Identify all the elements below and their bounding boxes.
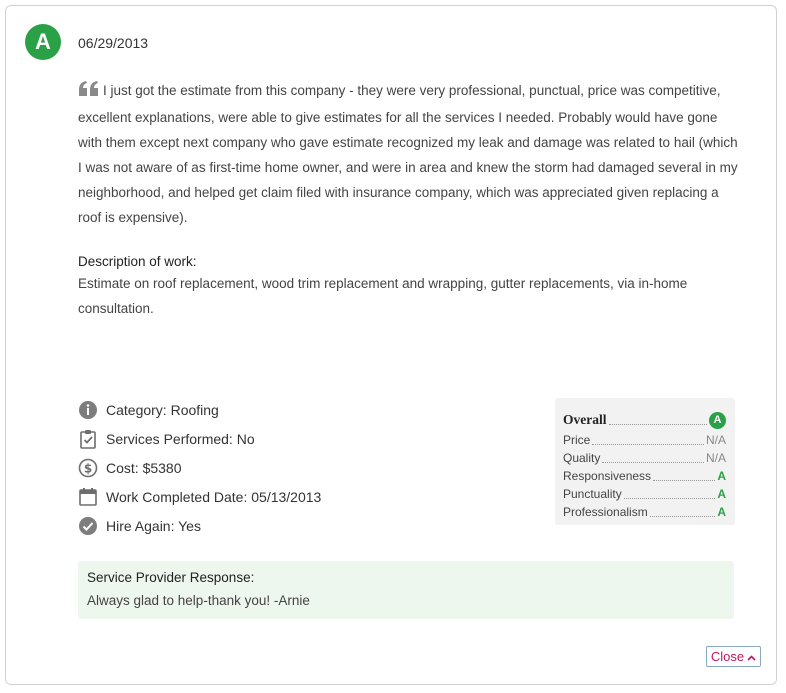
detail-services-performed [78, 428, 378, 450]
grade-row-price [563, 431, 726, 449]
detail-text: Cost: $5380 [106, 460, 182, 476]
description-text: Estimate on roof replacement, wood trim replacement and wrapping, gutter replacements, via in-home consultation. [78, 276, 688, 316]
detail-hire-again [78, 515, 378, 537]
dollar-icon [78, 458, 98, 478]
grade-row-responsiveness [563, 467, 726, 485]
close-button[interactable] [706, 646, 761, 667]
close-label: Close [710, 649, 745, 664]
detail-cost [78, 457, 378, 479]
calendar-icon [78, 487, 98, 507]
svg-text:$: $ [83, 461, 93, 476]
info-icon [78, 400, 98, 420]
detail-category [78, 399, 378, 421]
description-label: Description of work: [78, 254, 197, 269]
grade-value: A [717, 469, 726, 483]
grade-row-punctuality [563, 485, 726, 503]
grade-label: Overall [563, 412, 607, 427]
review-date: 06/29/2013 [78, 35, 149, 51]
dot-leader [602, 453, 704, 463]
dot-leader [653, 471, 715, 481]
grade-value: A [717, 487, 726, 501]
grade-avatar [25, 24, 61, 60]
detail-text: Services Performed: No [106, 431, 255, 447]
review-text-block [78, 78, 738, 230]
grade-value: N/A [705, 451, 726, 465]
grade-label: Punctuality [563, 487, 622, 501]
grade-row-professionalism [563, 503, 726, 521]
dot-leader [609, 415, 708, 425]
detail-text: Work Completed Date: 05/13/2013 [106, 489, 322, 505]
grade-avatar-letter: A [35, 29, 51, 54]
review-card [5, 5, 777, 685]
response-label: Service Provider Response: [87, 570, 255, 585]
detail-text: Category: Roofing [106, 402, 219, 418]
check-circle-icon [78, 516, 98, 536]
grade-label: Price [563, 433, 591, 447]
grade-value: N/A [705, 433, 726, 447]
grade-label: Responsiveness [563, 469, 652, 483]
chevron-up-icon [747, 649, 756, 664]
quote-icon [78, 80, 100, 105]
grade-overall-badge: A [709, 412, 726, 429]
grade-label: Quality [563, 451, 601, 465]
grade-row-overall [563, 411, 726, 429]
grade-row-quality [563, 449, 726, 467]
dot-leader [650, 507, 716, 517]
dot-leader [624, 489, 716, 499]
dot-leader [592, 435, 704, 445]
detail-text: Hire Again: Yes [106, 518, 201, 534]
response-text: Always glad to help-thank you! -Arnie [87, 593, 310, 608]
grade-value: A [717, 505, 726, 519]
provider-response [78, 561, 734, 619]
grades-panel [555, 398, 735, 525]
detail-work-completed-date [78, 486, 378, 508]
clipboard-check-icon [78, 429, 98, 449]
review-text: I just got the estimate from this company - they were very professional, punctual, price was competitive, excellent explanations, were able to give estimates for all the services I needed. Probably would have gone with them except next company who gave estimate recognized my leak and damage was related to hail (which I was not aware of as first-time home owner, and were in area and knew the storm had damaged several in my neighborhood, and helped get claim filed with insurance company, which was appreciated given replacing a roof is expensive). [78, 83, 738, 225]
grade-label: Professionalism [563, 505, 648, 519]
